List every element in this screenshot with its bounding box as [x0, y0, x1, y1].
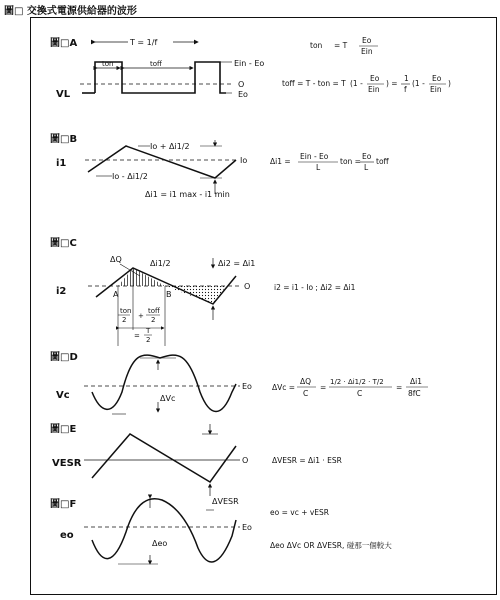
panel-a-label: 圖□A — [50, 38, 78, 49]
b-eq-num2: Eo — [362, 152, 372, 161]
eq2-tnum: Eo — [432, 74, 442, 83]
f-dvesr-label: ΔVESR — [212, 497, 239, 506]
b-eq-den1: L — [316, 163, 321, 172]
b-eq-den2: L — [364, 163, 369, 172]
panel-f — [50, 497, 392, 564]
eq2-close2: ) — [448, 79, 451, 88]
vc-sine-wave — [92, 355, 236, 411]
panel-a — [50, 36, 451, 100]
eq2-paren2: (1 - — [412, 79, 425, 88]
equals-sign: = — [134, 332, 140, 340]
dvc-label: ΔVc — [160, 394, 176, 403]
t-half-den: 2 — [146, 336, 151, 344]
eq2-lhs: toff = T - ton = T — [282, 79, 346, 88]
b-eq-num1: Ein - Eo — [300, 152, 329, 161]
panel-c-label: 圖□C — [50, 238, 77, 249]
c-equation: i2 = i1 - Io ; Δi2 = Δi1 — [274, 283, 356, 292]
level-ein-eo: Ein - Eo — [234, 59, 265, 68]
c-zero-label: O — [244, 282, 251, 291]
eq2-paren: (1 - — [350, 79, 363, 88]
eq1-mid: = T — [334, 41, 348, 50]
panel-a-signal: VL — [56, 89, 71, 100]
toff-half-num: toff — [148, 307, 160, 315]
d-eq-n2: 1/2 · Δi1/2 · T/2 — [330, 378, 384, 386]
point-a: A — [113, 290, 119, 299]
positive-charge-area — [118, 268, 165, 286]
d-eq-n1: ΔQ — [300, 377, 312, 386]
d-eq-eq2: = — [396, 383, 403, 392]
c-delta-label: Δi2 = Δi1 — [218, 259, 256, 268]
f-equation-2: Δeo ΔVc OR ΔVESR, 碰那一個較大 — [270, 541, 392, 550]
e-equation: ΔVESR = Δi1 · ESR — [272, 456, 342, 465]
d-eq-d1: C — [303, 389, 309, 398]
panel-c — [50, 236, 356, 346]
panel-b-label: 圖□B — [50, 134, 78, 145]
vesr-triangle-wave — [92, 434, 236, 482]
panel-b — [50, 132, 390, 199]
b-eq-lhs: Δi1 = — [270, 157, 291, 166]
d-eo-label: Eo — [242, 382, 252, 391]
d-eq-lhs: ΔVc = — [272, 383, 296, 392]
toff-half-den: 2 — [151, 316, 156, 324]
panel-e-label: 圖□E — [50, 424, 77, 435]
ton-label: ton — [102, 60, 114, 68]
panel-e-signal: VESR — [52, 458, 82, 469]
level-zero: O — [238, 80, 245, 89]
b-eq-t1: ton = — [340, 157, 361, 166]
d-eq-d3: 8fC — [408, 389, 421, 398]
e-zero-label: O — [242, 456, 249, 465]
ton-half-num: ton — [120, 307, 132, 315]
half-delta-label: Δi1/2 — [150, 259, 171, 268]
f-equation-1: eo = vc + vESR — [270, 508, 330, 517]
d-eq-eq1: = — [320, 383, 327, 392]
figure-title: 圖□ 交換式電源供給器的波形 — [4, 6, 137, 17]
panel-f-label: 圖□F — [50, 499, 77, 510]
deo-label: Δeo — [152, 539, 168, 548]
peak-label: Io + Δi1/2 — [150, 142, 190, 151]
panel-c-signal: i2 — [56, 286, 67, 297]
point-b: B — [166, 290, 172, 299]
f-eo-label: Eo — [242, 523, 252, 532]
period-label: T = 1/f — [130, 38, 158, 47]
eq1-den: Ein — [361, 47, 373, 56]
eq2-pden: Ein — [368, 85, 380, 94]
panel-b-signal: i1 — [56, 158, 67, 169]
eq2-fnum: 1 — [404, 74, 409, 83]
toff-label: toff — [150, 60, 162, 68]
d-eq-d2: C — [357, 389, 363, 398]
negative-charge-area — [165, 286, 226, 304]
eo-distorted-wave — [92, 499, 236, 562]
eq1-num: Eo — [362, 36, 372, 45]
ton-half-den: 2 — [122, 316, 127, 324]
panel-f-signal: eo — [60, 530, 74, 541]
delta-label: Δi1 = i1 max - i1 min — [145, 190, 230, 199]
dq-label: ΔQ — [110, 255, 122, 264]
eq2-fden: f — [404, 85, 407, 94]
eq2-close: ) = — [386, 79, 398, 88]
panel-d — [50, 350, 428, 414]
low-label: Io - Δi1/2 — [112, 172, 148, 181]
d-eq-n3: Δi1 — [410, 377, 422, 386]
panel-d-label: 圖□D — [50, 352, 78, 363]
eq2-tden: Ein — [430, 85, 442, 94]
panel-d-signal: Vc — [56, 390, 70, 401]
io-label: Io — [240, 156, 248, 165]
eq2-pnum: Eo — [370, 74, 380, 83]
panel-e — [50, 422, 342, 496]
b-eq-t2: toff — [376, 157, 389, 166]
plus-sign: + — [138, 312, 144, 320]
level-eo: Eo — [238, 90, 248, 99]
t-half-num: T — [146, 327, 151, 335]
eq1-lhs: ton — [310, 41, 323, 50]
